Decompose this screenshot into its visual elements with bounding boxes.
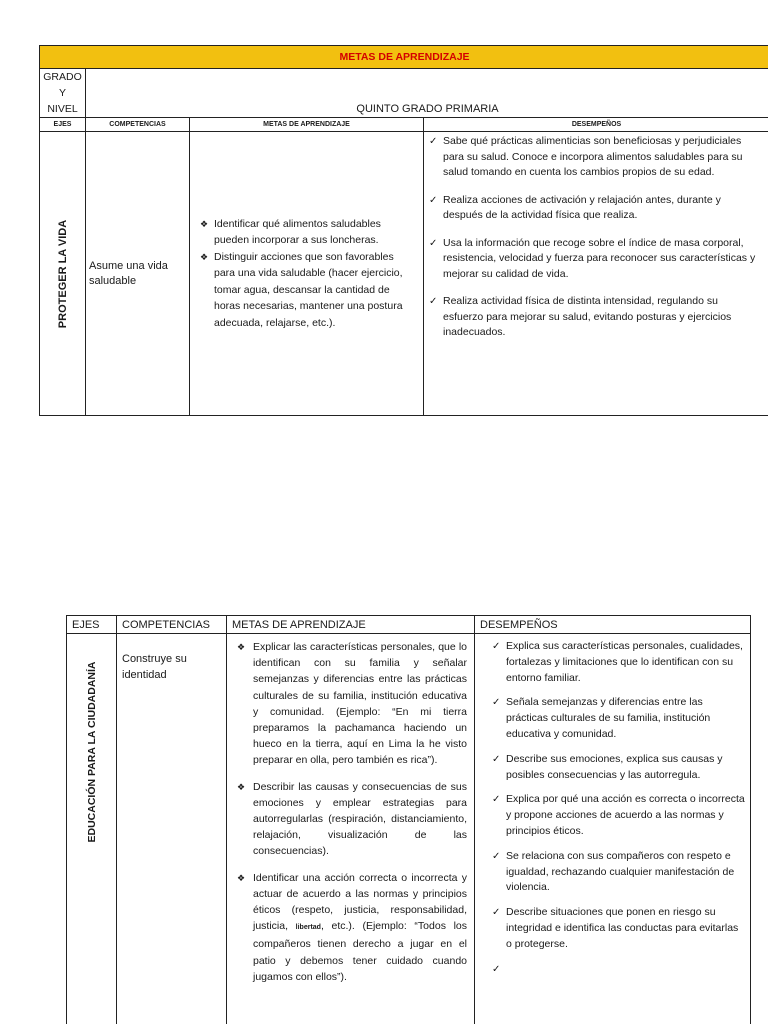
- diamond-bullet-icon: ❖: [237, 872, 246, 883]
- list-item: ✓ Realiza actividad física de distinta intensidad, regulando su esfuerzo para mejorar su salud, evitando posturas y ejercicios inadecuados.: [429, 295, 732, 338]
- checkmark-icon: ✓: [492, 907, 501, 919]
- checkmark-icon: ✓: [492, 794, 501, 806]
- desempenos-cell: [475, 634, 751, 1024]
- competencia-cell: Asume una vida saludable: [86, 132, 190, 416]
- checkmark-icon: ✓: [429, 136, 438, 147]
- metas-table-ciudadania: [66, 615, 751, 1024]
- list-item: ✓ Describe situaciones que ponen en riesgo su integridad e identifica las conductas para evitarlas o protegerse.: [492, 906, 739, 950]
- eje-cell: [40, 132, 86, 416]
- checkmark-icon: ✓: [429, 296, 438, 307]
- table-title: METAS DE APRENDIZAJE: [40, 46, 768, 69]
- competencia-cell: Construye su identidad: [117, 634, 227, 1024]
- list-item: ✓ Explica por qué una acción es correcta o incorrecta y propone acciones de acuerdo a las normas y principios éticos.: [492, 793, 745, 837]
- list-item: ❖ Identificar una acción correcta o incorrecta y actuar de acuerdo a las normas y principios éticos (respeto, justicia, responsabilidad, justicia, libertad, etc.). (Ejemplo: “Todos los compañeros tienen derecho a jugar en el patio y debemos tener cuidado cuando jugamos con ellos”).: [237, 871, 468, 983]
- checkmark-icon: ✓: [492, 641, 501, 652]
- header-desempenos: DESEMPEÑOS: [424, 118, 768, 132]
- list-item: ✓ Señala semejanzas y diferencias entre las prácticas culturales de su familia, institución educativa y comunidad.: [492, 696, 711, 740]
- metas-cell: [190, 132, 424, 416]
- checkmark-icon: ✓: [492, 753, 501, 765]
- grado-nivel-label: GRADO Y NIVEL: [40, 69, 86, 118]
- desempenos-cell: [424, 132, 768, 416]
- checkmark-icon: ✓: [492, 963, 501, 975]
- list-item: ❖ Identificar qué alimentos saludables pueden incorporar a sus loncheras.: [200, 217, 381, 247]
- eje-label: EDUCACIÓN PARA LA CIUDADANÍA: [85, 661, 98, 843]
- header-ejes: EJES: [67, 616, 117, 634]
- metas-cell: [227, 634, 475, 1024]
- header-competencias: COMPETENCIAS: [117, 616, 227, 634]
- metas-table-proteger-vida: [39, 45, 768, 416]
- list-item: ✓ Usa la información que recoge sobre el índice de masa corporal, resistencia, velocidad y fuerza para reconocer sus características y mejorar su calidad de vida.: [429, 236, 756, 280]
- list-item: ❖ Distinguir acciones que son favorables para una vida saludable (hacer ejercicio, tomar agua, descansar la cantidad de horas necesarias, mantener una postura adecuada, relajarse, etc.).: [200, 250, 403, 329]
- list-item: ✓ Explica sus características personales, cualidades, fortalezas y limitaciones que lo identifican con su entorno familiar.: [492, 640, 743, 684]
- checkmark-icon: ✓: [429, 237, 438, 249]
- grado-nivel-value: QUINTO GRADO PRIMARIA: [86, 69, 768, 118]
- list-item: ❖ Describir las causas y consecuencias de sus emociones y emplear estrategias para autorregularlas (respiración, distanciamiento, relajación, visualización de las consecuencias).: [237, 780, 467, 858]
- header-metas: METAS DE APRENDIZAJE: [190, 118, 424, 132]
- diamond-bullet-icon: ❖: [237, 642, 246, 652]
- list-item: ✓ Realiza acciones de activación y relajación antes, durante y después de la actividad física que realiza.: [429, 193, 721, 221]
- header-competencias: COMPETENCIAS: [86, 118, 190, 132]
- checkmark-icon: ✓: [429, 194, 438, 206]
- diamond-bullet-icon: ❖: [237, 781, 246, 792]
- diamond-bullet-icon: ❖: [200, 251, 209, 262]
- list-item: ❖ Explicar las características personales, que lo identifican con su familia y señalar semejanzas y diferencias entre las prácticas culturales de su familia, institución educativa y comunidad. (Ejemplo: “En mi tierra preparamos la pachamanca haciendo un hueco en la tierra, aquí en Lima la he visto preparar en olla, pero también es rica”).: [237, 641, 467, 767]
- checkmark-icon: ✓: [492, 850, 501, 862]
- list-item: ✓ Describe sus emociones, explica sus causas y posibles consecuencias y las autorregula.: [492, 752, 723, 781]
- eje-cell: [67, 634, 117, 1024]
- diamond-bullet-icon: ❖: [200, 218, 209, 229]
- checkmark-icon: ✓: [492, 697, 501, 709]
- eje-label: PROTEGER LA VIDA: [56, 219, 69, 328]
- list-item: ✓ Sabe qué prácticas alimenticias son beneficiosas y perjudiciales para su salud. Conoce e incorpora alimentos saludables para su salud tomando en cuenta los cambios propios de su edad.: [429, 135, 743, 178]
- header-desempenos: DESEMPEÑOS: [475, 616, 751, 634]
- header-metas: METAS DE APRENDIZAJE: [227, 616, 475, 634]
- header-ejes: EJES: [40, 118, 86, 132]
- list-item: ✓ Se relaciona con sus compañeros con respeto e igualdad, rechazando cualquier manifestación de violencia.: [492, 849, 735, 894]
